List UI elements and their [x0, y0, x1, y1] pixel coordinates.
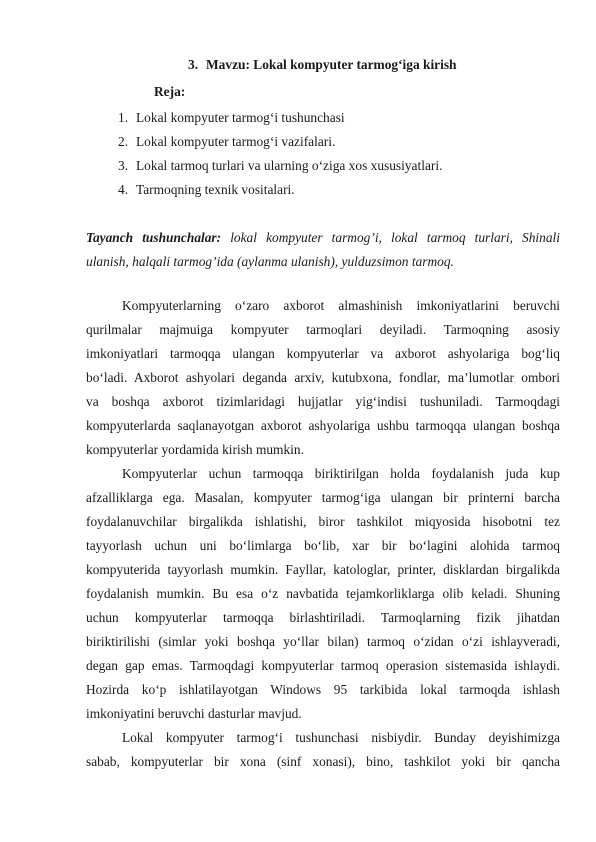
text-line: va boshqa axborot tizimlaridagi hujjatlar yig‘indisi tushuniladi. Tarmoqdagi	[86, 394, 560, 409]
topic-title-text: Mavzu: Lokal kompyuter tarmog‘iga kirish	[206, 57, 457, 72]
plan-item	[118, 154, 442, 178]
key-concepts-line	[86, 226, 560, 250]
key-concepts-line: ulanish, halqali tarmog’ida (aylanma ulanish), yulduzsimon tarmoq.	[86, 254, 454, 269]
plan-item-text: Lokal kompyuter tarmog‘i vazifalari.	[136, 134, 336, 149]
paragraph-1	[86, 294, 560, 462]
plan-item	[118, 130, 442, 154]
text-line: uchun kompyuterlar tarmoqqa birlashtiriladi. Tarmoqlarning fizik jihatdan	[86, 610, 560, 625]
plan-item	[118, 106, 442, 130]
key-concepts-label: Tayanch tushunchalar:	[86, 230, 222, 245]
plan-item-text: Lokal kompyuter tarmog‘i tushunchasi	[136, 110, 345, 125]
plan-list	[118, 106, 442, 202]
text-line: degan gap emas. Tarmoqdagi kompyuterlar tarmoq operasion sistemasida ishlaydi.	[86, 658, 560, 673]
topic-number: 3.	[188, 57, 199, 72]
text-line: imkoniyatini beruvchi dasturlar mavjud.	[86, 706, 302, 721]
text-line: foydalanish mumkin. Bu esa o‘z navbatida tejamkorliklarga olib keladi. Shuning	[86, 586, 560, 601]
text-line: kompyuterlarda saqlanayotgan axborot ashyolariga ushbu tarmoqqa ulangan boshqa	[86, 418, 560, 433]
key-concepts	[86, 226, 560, 274]
text-line: Kompyuterlar uchun tarmoqqa biriktirilgan holda foydalanish juda kup	[122, 466, 560, 481]
text-line: tayyorlash uchun uni bo‘limlarga bo‘lib, xar bir bo‘lagini alohida tarmoq	[86, 538, 560, 553]
paragraph-3	[86, 726, 560, 774]
plan-item-text: Lokal tarmoq turlari va ularning o‘ziga xos xususiyatlari.	[136, 158, 443, 173]
text-line: qurilmalar majmuiga kompyuter tarmoqlari deyiladi. Tarmoqning asosiy	[86, 322, 560, 337]
key-concepts-text: lokal kompyuter tarmog’i, lokal tarmoq turlari, Shinali	[230, 230, 560, 245]
text-line: biriktirilishi (simlar yoki boshqa yo‘llar bilan) tarmoq o‘zidan o‘zi ishlayveradi,	[86, 634, 560, 649]
text-line: imkoniyatlari tarmoqqa ulangan kompyuterlar va axborot ashyolariga bog‘liq	[86, 346, 560, 361]
topic-title	[188, 57, 457, 73]
text-line: kompyuterida tayyorlash mumkin. Fayllar, katologlar, printer, disklardan birgalikda	[86, 562, 560, 577]
text-line: sabab, kompyuterlar bir xona (sinf xonasi), bino, tashkilot yoki bir qancha	[86, 754, 560, 769]
plan-item-number: 4.	[118, 182, 129, 197]
plan-item-number: 3.	[118, 158, 129, 173]
text-line: Hozirda ko‘p ishlatilayotgan Windows 95 tarkibida lokal tarmoqda ishlash	[86, 682, 560, 697]
text-line: Kompyuterlarning o‘zaro axborot almashinish imkoniyatlarini beruvchi	[122, 298, 560, 313]
plan-heading: Reja:	[154, 84, 186, 99]
plan-item-number: 2.	[118, 134, 129, 149]
text-line: bo‘ladi. Axborot ashyolari deganda arxiv, kutubxona, fondlar, ma’lumotlar ombori	[86, 370, 560, 385]
text-line: kompyuterlar yordamida kirish mumkin.	[86, 442, 304, 457]
text-line: afzalliklarga ega. Masalan, kompyuter tarmog‘iga ulangan bir printerni barcha	[86, 490, 560, 505]
plan-item	[118, 178, 442, 202]
plan-item-text: Tarmoqning texnik vositalari.	[136, 182, 295, 197]
text-line: foydalanuvchilar birgalikda ishlatishi, biror tashkilot miqyosida hisobotni tez	[86, 514, 560, 529]
plan-item-number: 1.	[118, 110, 129, 125]
text-line: Lokal kompyuter tarmog‘i tushunchasi nisbiydir. Bunday deyishimizga	[122, 730, 560, 745]
paragraph-2	[86, 462, 560, 726]
